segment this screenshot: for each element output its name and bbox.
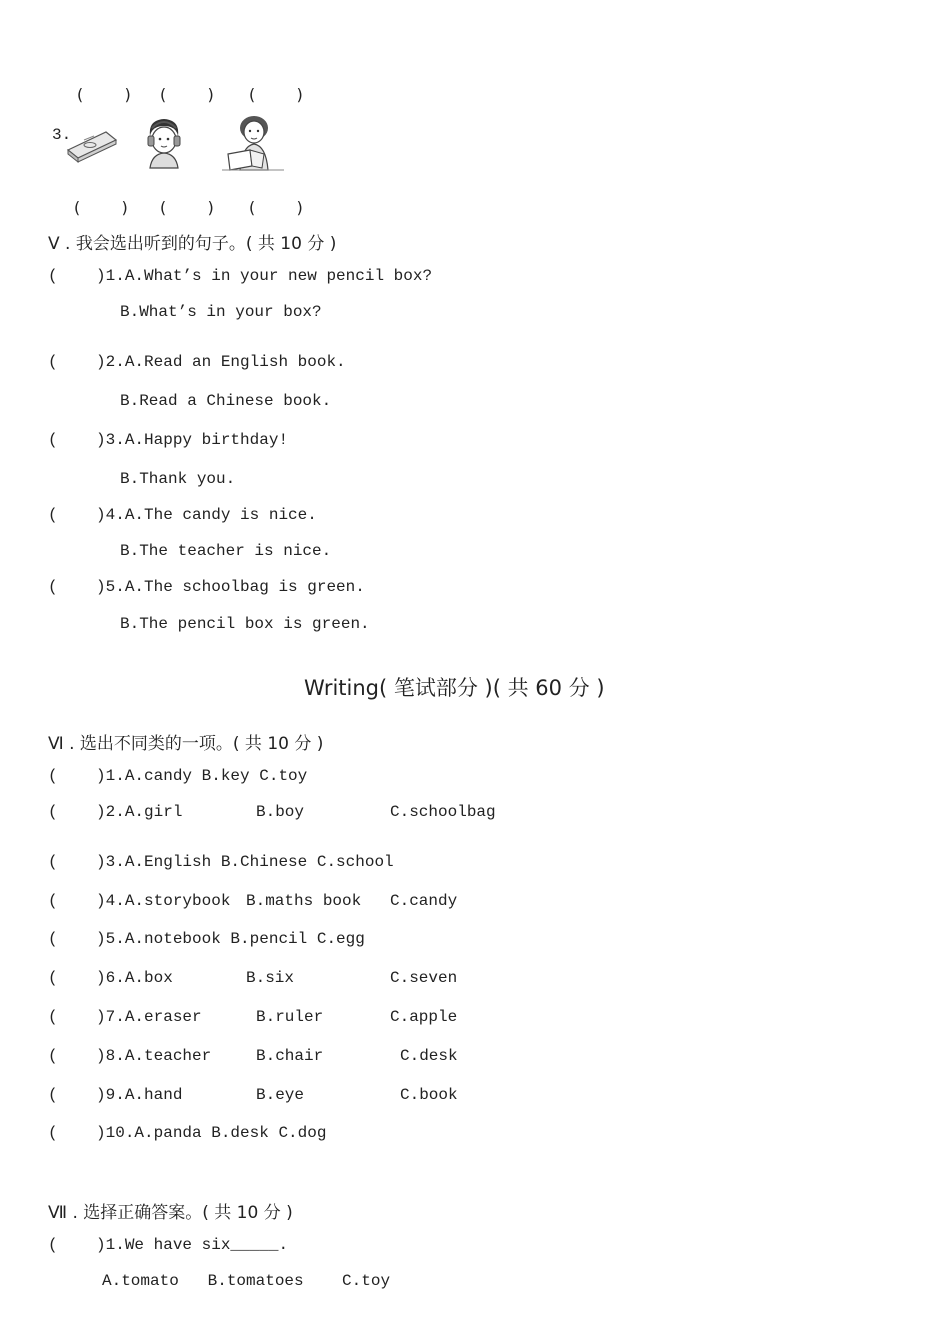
question-2: ( )2.A.Read an English book. — [48, 353, 346, 371]
answer-bracket[interactable]: ( ) — [247, 85, 305, 104]
question-8-option-c: C.desk — [400, 1047, 458, 1065]
answer-bracket[interactable]: ( ) — [158, 85, 216, 104]
answer-bracket[interactable]: ( ) — [72, 198, 130, 217]
item-number: 3. — [52, 126, 72, 144]
question-9-option-b: B.eye — [256, 1086, 305, 1104]
answer-bracket[interactable]: ( ) — [247, 198, 305, 217]
question-9: ( )9.A.hand — [48, 1086, 183, 1104]
question-8: ( )8.A.teacher — [48, 1047, 212, 1065]
question-1: ( )1.A.candy B.key C.toy — [48, 767, 308, 785]
question-10: ( )10.A.panda B.desk C.dog — [48, 1124, 327, 1142]
question-4-option-b: B.maths book — [246, 892, 362, 910]
question-1-option-b: B.What’s in your box? — [120, 303, 322, 321]
question-2: ( )2.A.girl — [48, 803, 183, 821]
question-1-options: A.tomato B.tomatoes C.toy — [102, 1272, 391, 1290]
question-2-option-c: C.schoolbag — [390, 803, 496, 821]
question-1: ( )1.A.What’s in your new pencil box? — [48, 267, 433, 285]
question-6: ( )6.A.box — [48, 969, 173, 987]
question-4-option-b: B.The teacher is nice. — [120, 542, 332, 560]
question-4: ( )4.A.storybook — [48, 892, 231, 910]
question-3: ( )3.A.Happy birthday! — [48, 431, 289, 449]
question-9-option-c: C.book — [400, 1086, 458, 1104]
question-2-option-b: B.boy — [256, 803, 305, 821]
question-2-option-b: B.Read a Chinese book. — [120, 392, 332, 410]
answer-bracket[interactable]: ( ) — [75, 85, 133, 104]
question-7: ( )7.A.eraser — [48, 1008, 202, 1026]
question-1: ( )1.We have six_____. — [48, 1236, 289, 1254]
question-8-option-b: B.chair — [256, 1047, 324, 1065]
question-5: ( )5.A.notebook B.pencil C.egg — [48, 930, 365, 948]
pencil-box-illustration — [64, 126, 118, 166]
question-4-option-c: C.candy — [390, 892, 458, 910]
section-7-heading: Ⅶ . 选择正确答案。( 共 10 分 ) — [48, 1203, 293, 1223]
question-7-option-b: B.ruler — [256, 1008, 324, 1026]
question-6-option-b: B.six — [246, 969, 295, 987]
section-5-heading: Ⅴ . 我会选出听到的句子。( 共 10 分 ) — [48, 234, 337, 254]
question-4: ( )4.A.The candy is nice. — [48, 506, 317, 524]
question-6-option-c: C.seven — [390, 969, 458, 987]
question-3-option-b: B.Thank you. — [120, 470, 236, 488]
answer-bracket[interactable]: ( ) — [158, 198, 216, 217]
question-3: ( )3.A.English B.Chinese C.school — [48, 853, 394, 871]
question-5: ( )5.A.The schoolbag is green. — [48, 578, 365, 596]
question-5-option-b: B.The pencil box is green. — [120, 615, 370, 633]
section-6-heading: Ⅵ . 选出不同类的一项。( 共 10 分 ) — [48, 734, 324, 754]
writing-section-title: Writing( 笔试部分 )( 共 60 分 ) — [304, 676, 605, 700]
girl-reading-illustration — [220, 112, 286, 172]
question-7-option-c: C.apple — [390, 1008, 458, 1026]
boy-listening-illustration — [140, 114, 188, 170]
